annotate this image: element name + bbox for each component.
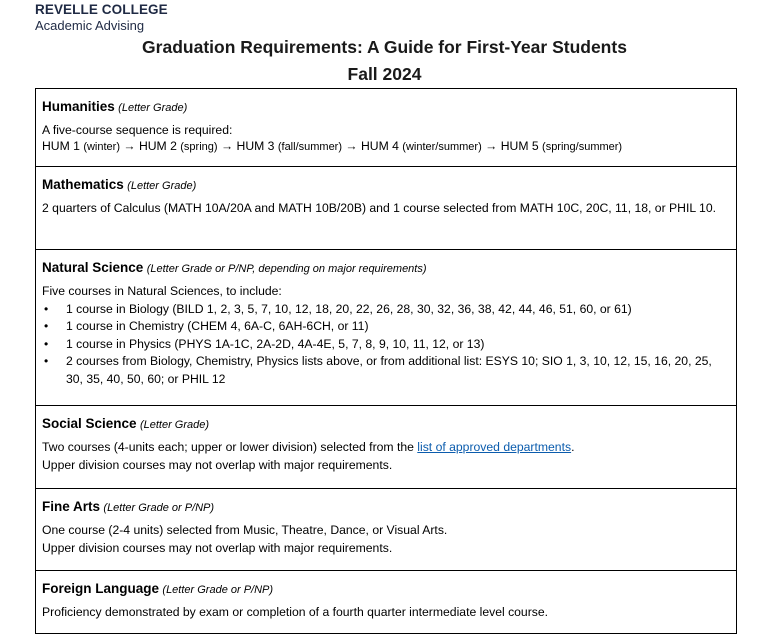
text-before-link: Two courses (4-units each; upper or lower division) selected from the xyxy=(42,440,418,454)
section-title: Social Science xyxy=(42,416,137,431)
list-item-text: 2 courses from Biology, Chemistry, Physics lists above, or from additional list: ESYS 10; SIO 1, 3, 10, 12, 15, 16, 20, 25, 30, 35, 40, 50, 60; or PHIL 12 xyxy=(66,354,712,386)
section-social-science xyxy=(36,415,736,489)
course-list xyxy=(42,301,731,389)
section-fine-arts xyxy=(36,498,736,571)
section-intro: A five-course sequence is required: xyxy=(42,123,233,137)
section-text xyxy=(42,439,731,457)
section-foreign-language xyxy=(36,580,736,634)
grade-note: (Letter Grade or P/NP) xyxy=(103,502,215,514)
section-intro: Five courses in Natural Sciences, to include: xyxy=(42,284,282,298)
arrow-right-icon: → xyxy=(485,138,498,153)
section-natural-science xyxy=(36,259,736,406)
grade-note: (Letter Grade or P/NP) xyxy=(162,584,274,596)
sequence-term: (winter/summer) xyxy=(402,140,482,153)
list-item-text: 1 course in Biology (BILD 1, 2, 3, 5, 7, 10, 12, 18, 20, 22, 26, 28, 30, 32, 36, 38, 42, 44, 46, 51, 60, or 61) xyxy=(66,301,632,316)
section-title: Foreign Language xyxy=(42,581,160,596)
bullet-icon: • xyxy=(44,354,49,368)
text-after-link: . xyxy=(571,440,575,454)
grade-note: (Letter Grade) xyxy=(139,419,210,431)
sequence-term: (fall/summer) xyxy=(277,140,343,153)
sequence-course: HUM 4 xyxy=(360,138,399,153)
arrow-right-icon: → xyxy=(220,138,234,153)
humanities-sequence xyxy=(42,138,731,157)
grade-note: (Letter Grade) xyxy=(118,102,188,114)
arrow-right-icon: → xyxy=(345,138,358,153)
section-text: 2 quarters of Calculus (MATH 10A/20A and MATH 10B/20B) and 1 course selected from MATH 10C, 20C, 11, 18, or PHIL 10. xyxy=(42,201,717,215)
list-item-text: 1 course in Chemistry (CHEM 4, 6A-C, 6AH-6CH, or 11) xyxy=(66,319,369,333)
list-item xyxy=(42,318,731,336)
page-title: Graduation Requirements: A Guide for First-Year Students xyxy=(142,37,627,57)
list-item xyxy=(42,336,731,354)
sequence-term: (winter) xyxy=(83,140,120,153)
sequence-course: HUM 2 xyxy=(138,138,177,153)
section-title: Natural Science xyxy=(42,260,144,275)
list-item-text: 1 course in Physics (PHYS 1A-1C, 2A-2D, 4A-4E, 5, 7, 8, 9, 10, 11, 12, or 13) xyxy=(66,336,485,351)
college-branding xyxy=(35,2,168,34)
list-item xyxy=(42,301,731,319)
sequence-course: HUM 5 xyxy=(500,138,539,153)
sequence-term: (spring/summer) xyxy=(542,140,623,153)
section-note: Upper division courses may not overlap with major requirements. xyxy=(42,540,393,555)
section-humanities xyxy=(36,98,736,167)
bullet-icon: • xyxy=(44,336,49,351)
sequence-course: HUM 1 xyxy=(42,138,80,153)
sequence-course: HUM 3 xyxy=(236,138,275,153)
college-name: REVELLE COLLEGE xyxy=(35,2,168,17)
section-title: Fine Arts xyxy=(42,499,101,514)
page-term: Fall 2024 xyxy=(347,64,422,84)
arrow-right-icon: → xyxy=(123,138,136,153)
section-mathematics xyxy=(36,176,736,250)
sequence-term: (spring) xyxy=(180,140,218,153)
bullet-icon: • xyxy=(44,319,49,333)
bullet-icon: • xyxy=(44,301,49,316)
section-title: Mathematics xyxy=(42,177,124,192)
section-text: Proficiency demonstrated by exam or completion of a fourth quarter intermediate level course. xyxy=(42,605,549,619)
section-title: Humanities xyxy=(42,99,115,114)
section-note: Upper division courses may not overlap with major requirements. xyxy=(42,457,393,472)
grade-note: (Letter Grade) xyxy=(127,180,197,192)
grade-note: (Letter Grade or P/NP, depending on major requirements) xyxy=(146,263,427,275)
department-name: Academic Advising xyxy=(35,18,145,33)
section-text: One course (2-4 units) selected from Music, Theatre, Dance, or Visual Arts. xyxy=(42,523,448,537)
requirements-table xyxy=(35,88,737,634)
approved-departments-link[interactable]: list of approved departments xyxy=(417,440,572,454)
list-item xyxy=(42,353,731,388)
